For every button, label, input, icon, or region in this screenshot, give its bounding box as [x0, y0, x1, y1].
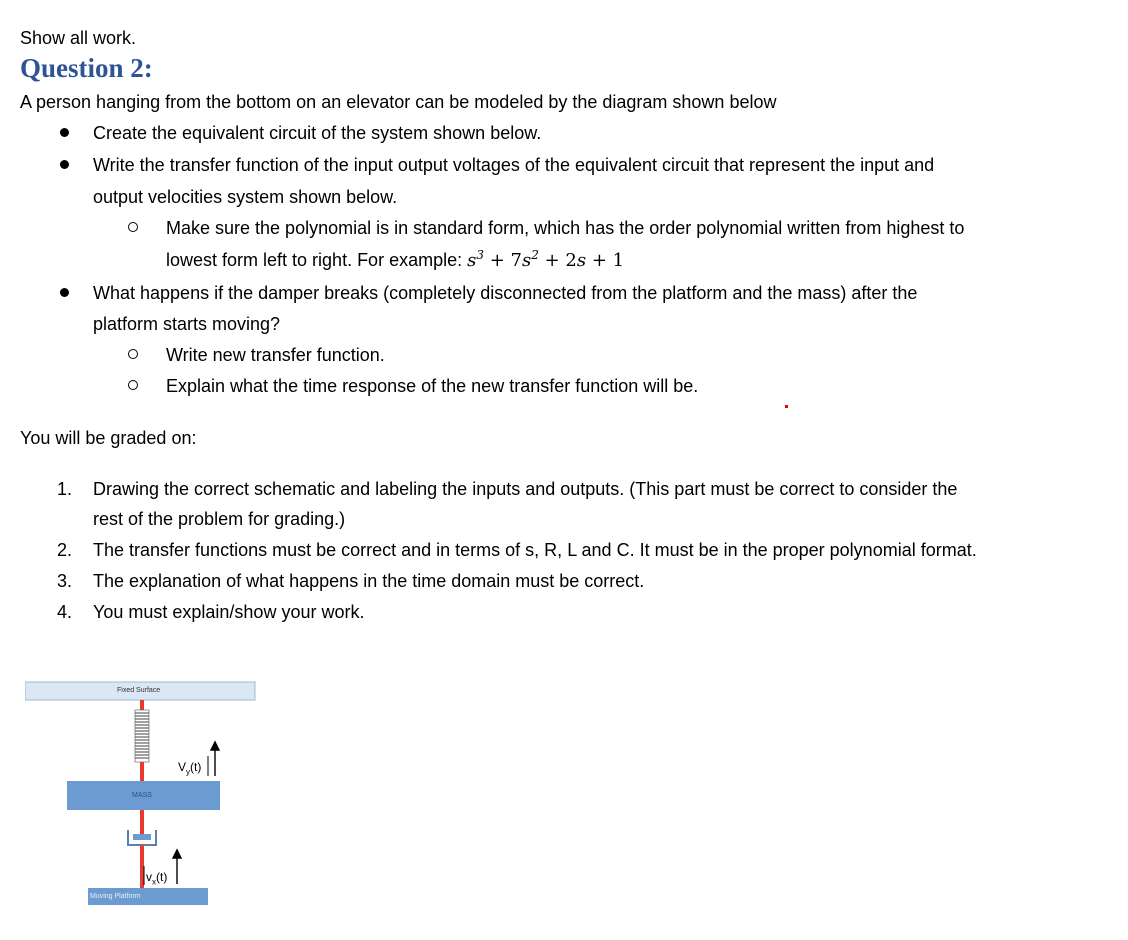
bullet-dot [60, 128, 69, 137]
question-title: Question 2: [20, 53, 153, 83]
bullet-dot [60, 160, 69, 169]
bullet-item: Write the transfer function of the input output voltages of the equivalent circuit that represent the input and [93, 155, 935, 175]
example-polynomial: $s^3 + 7s^2 + 2s + 1$ [467, 248, 625, 271]
vx-label: $v_x(t)$ [146, 870, 168, 887]
sub-bullet-item-continued [166, 249, 624, 272]
example-label: lowest form left to right. For example: [166, 250, 468, 270]
instruction-text: Show all work. [20, 28, 137, 48]
bullet-item: What happens if the damper breaks (completely disconnected from the platform and the mass) after the [93, 283, 918, 303]
mass-label: MASS [132, 792, 152, 799]
graded-item-continued: rest of the problem for grading.) [93, 509, 346, 529]
spring-rod-top [140, 700, 144, 710]
question-prompt: A person hanging from the bottom on an elevator can be modeled by the diagram shown below [20, 92, 777, 112]
sub-bullet-item: Write new transfer function. [166, 345, 385, 365]
sub-bullet-item: Explain what the time response of the new transfer function will be. [166, 376, 699, 396]
graded-item: The explanation of what happens in the time domain must be correct. [93, 571, 645, 591]
graded-item: The transfer functions must be correct and in terms of s, R, L and C. It must be in the proper polynomial format. [93, 540, 977, 560]
mass-spring-damper-diagram [25, 680, 265, 910]
damper-rod-top [140, 810, 144, 834]
bullet-dot [60, 288, 69, 297]
stray-mark [785, 405, 788, 408]
spring-rod-bottom [140, 762, 144, 781]
graded-item: Drawing the correct schematic and labeling the inputs and outputs. (This part must be correct to consider the [93, 479, 958, 499]
graded-heading: You will be graded on: [20, 428, 197, 448]
bullet-item-continued: platform starts moving? [93, 314, 281, 334]
list-number: 4. [57, 602, 73, 622]
sub-bullet-circle [128, 380, 138, 390]
vy-label: $V_y(t)$ [178, 760, 202, 777]
fixed-surface-label: Fixed Surface [117, 687, 161, 694]
list-number: 2. [57, 540, 73, 560]
spring-icon [135, 710, 149, 762]
sub-bullet-item: Make sure the polynomial is in standard form, which has the order polynomial written from highest to [166, 218, 965, 238]
damper-rod-bottom [140, 845, 144, 888]
moving-platform-label: Moving Platform [90, 893, 141, 900]
bullet-item: Create the equivalent circuit of the system shown below. [93, 123, 542, 143]
sub-bullet-circle [128, 349, 138, 359]
list-number: 1. [57, 479, 73, 499]
sub-bullet-circle [128, 222, 138, 232]
graded-item: You must explain/show your work. [93, 602, 365, 622]
bullet-item-continued: output velocities system shown below. [93, 187, 398, 207]
list-number: 3. [57, 571, 73, 591]
